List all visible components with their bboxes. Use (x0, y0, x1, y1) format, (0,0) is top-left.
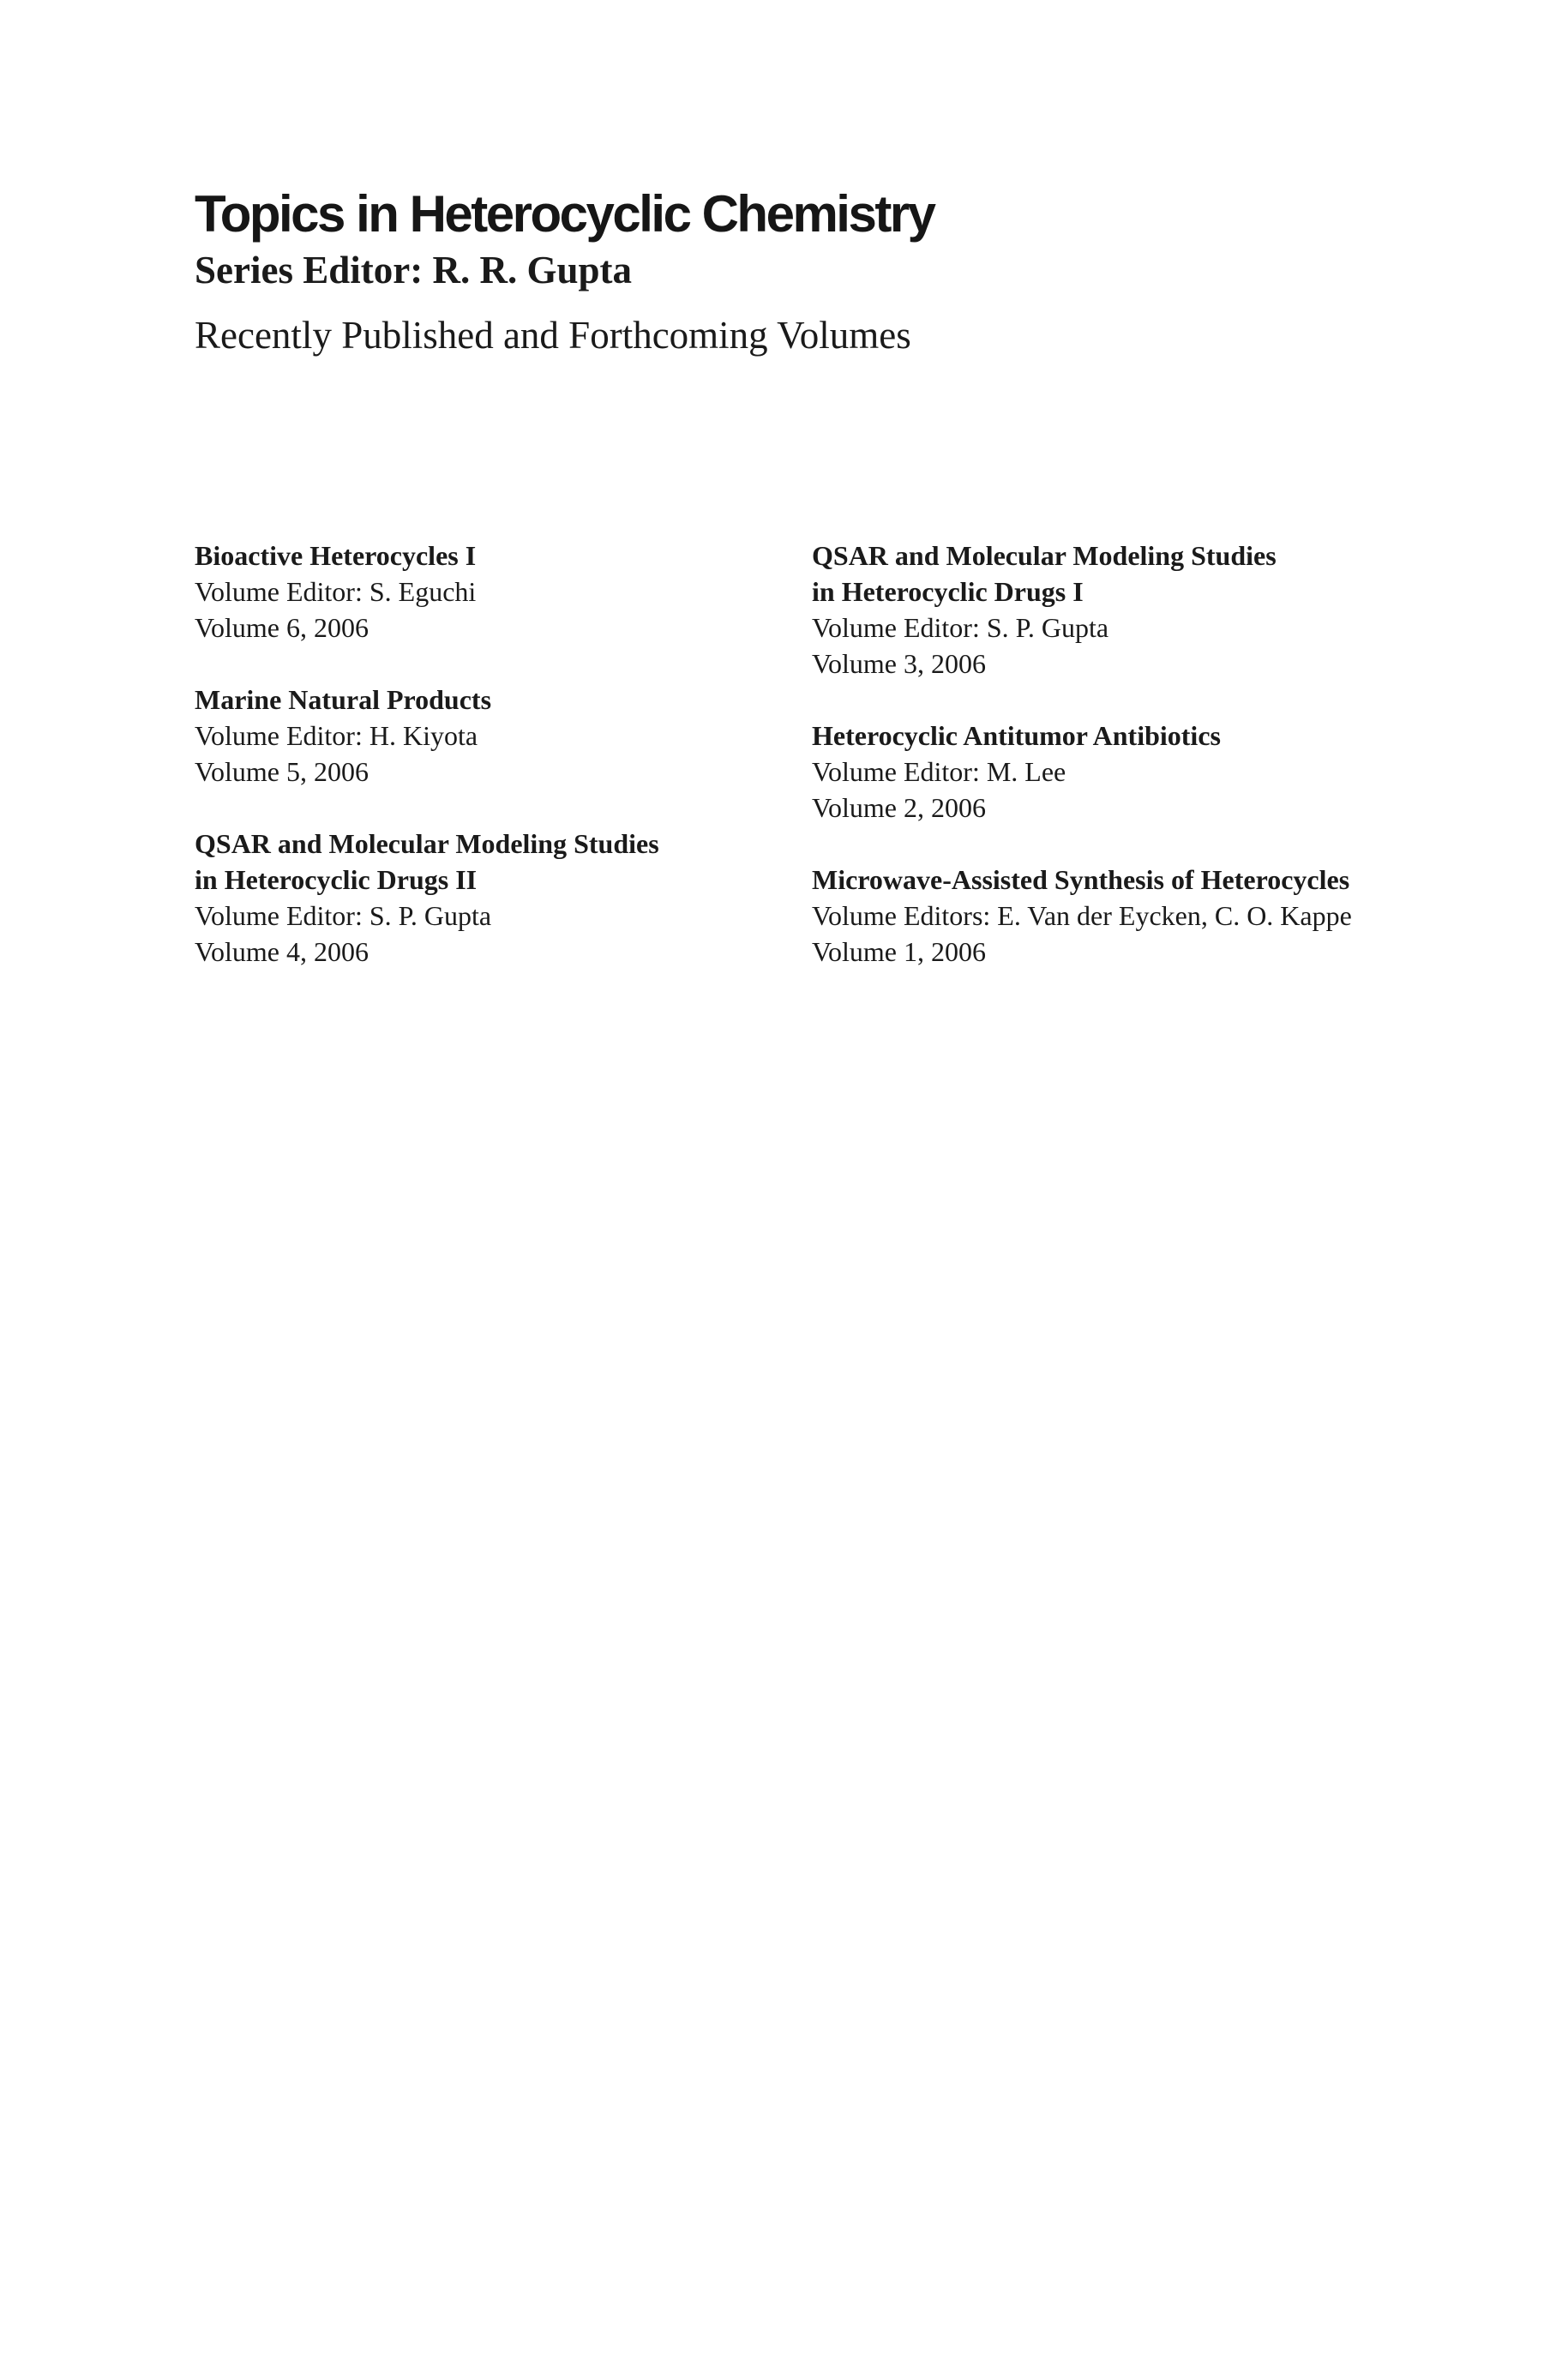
volume-editor: Volume Editor: M. Lee (812, 756, 1066, 787)
volume-entry (195, 826, 846, 970)
volume-entry (812, 538, 1463, 682)
volume-editor: Volume Editors: E. Van der Eycken, C. O. Kappe (812, 900, 1352, 931)
series-editor: Series Editor: R. R. Gupta (195, 249, 632, 291)
volume-entry (812, 862, 1463, 970)
series-title: Topics in Heterocyclic Chemistry (195, 185, 934, 243)
volume-list-right (812, 538, 1463, 1006)
volume-number: Volume 3, 2006 (812, 648, 986, 679)
volume-entry (195, 538, 846, 646)
volume-editor: Volume Editor: S. Eguchi (195, 576, 477, 607)
series-header (195, 182, 1395, 358)
volume-editor: Volume Editor: S. P. Gupta (195, 900, 492, 931)
volume-title: QSAR and Molecular Modeling Studies in Heterocyclic Drugs I (812, 540, 1277, 607)
volume-title: QSAR and Molecular Modeling Studies in Heterocyclic Drugs II (195, 828, 659, 895)
volume-editor: Volume Editor: S. P. Gupta (812, 612, 1109, 643)
volume-list-left (195, 538, 846, 1006)
volume-number: Volume 6, 2006 (195, 612, 369, 643)
series-subtitle: Recently Published and Forthcoming Volumes (195, 314, 911, 357)
volume-title: Microwave-Assisted Synthesis of Heterocycles (812, 864, 1350, 895)
volume-number: Volume 2, 2006 (812, 792, 986, 823)
volume-number: Volume 5, 2006 (195, 756, 369, 787)
volume-entry (812, 718, 1463, 826)
volume-title: Heterocyclic Antitumor Antibiotics (812, 720, 1221, 751)
volume-title: Bioactive Heterocycles I (195, 540, 477, 571)
volume-editor: Volume Editor: H. Kiyota (195, 720, 478, 751)
volume-title: Marine Natural Products (195, 684, 492, 715)
volume-number: Volume 1, 2006 (812, 936, 986, 967)
volume-entry (195, 682, 846, 790)
volume-number: Volume 4, 2006 (195, 936, 369, 967)
